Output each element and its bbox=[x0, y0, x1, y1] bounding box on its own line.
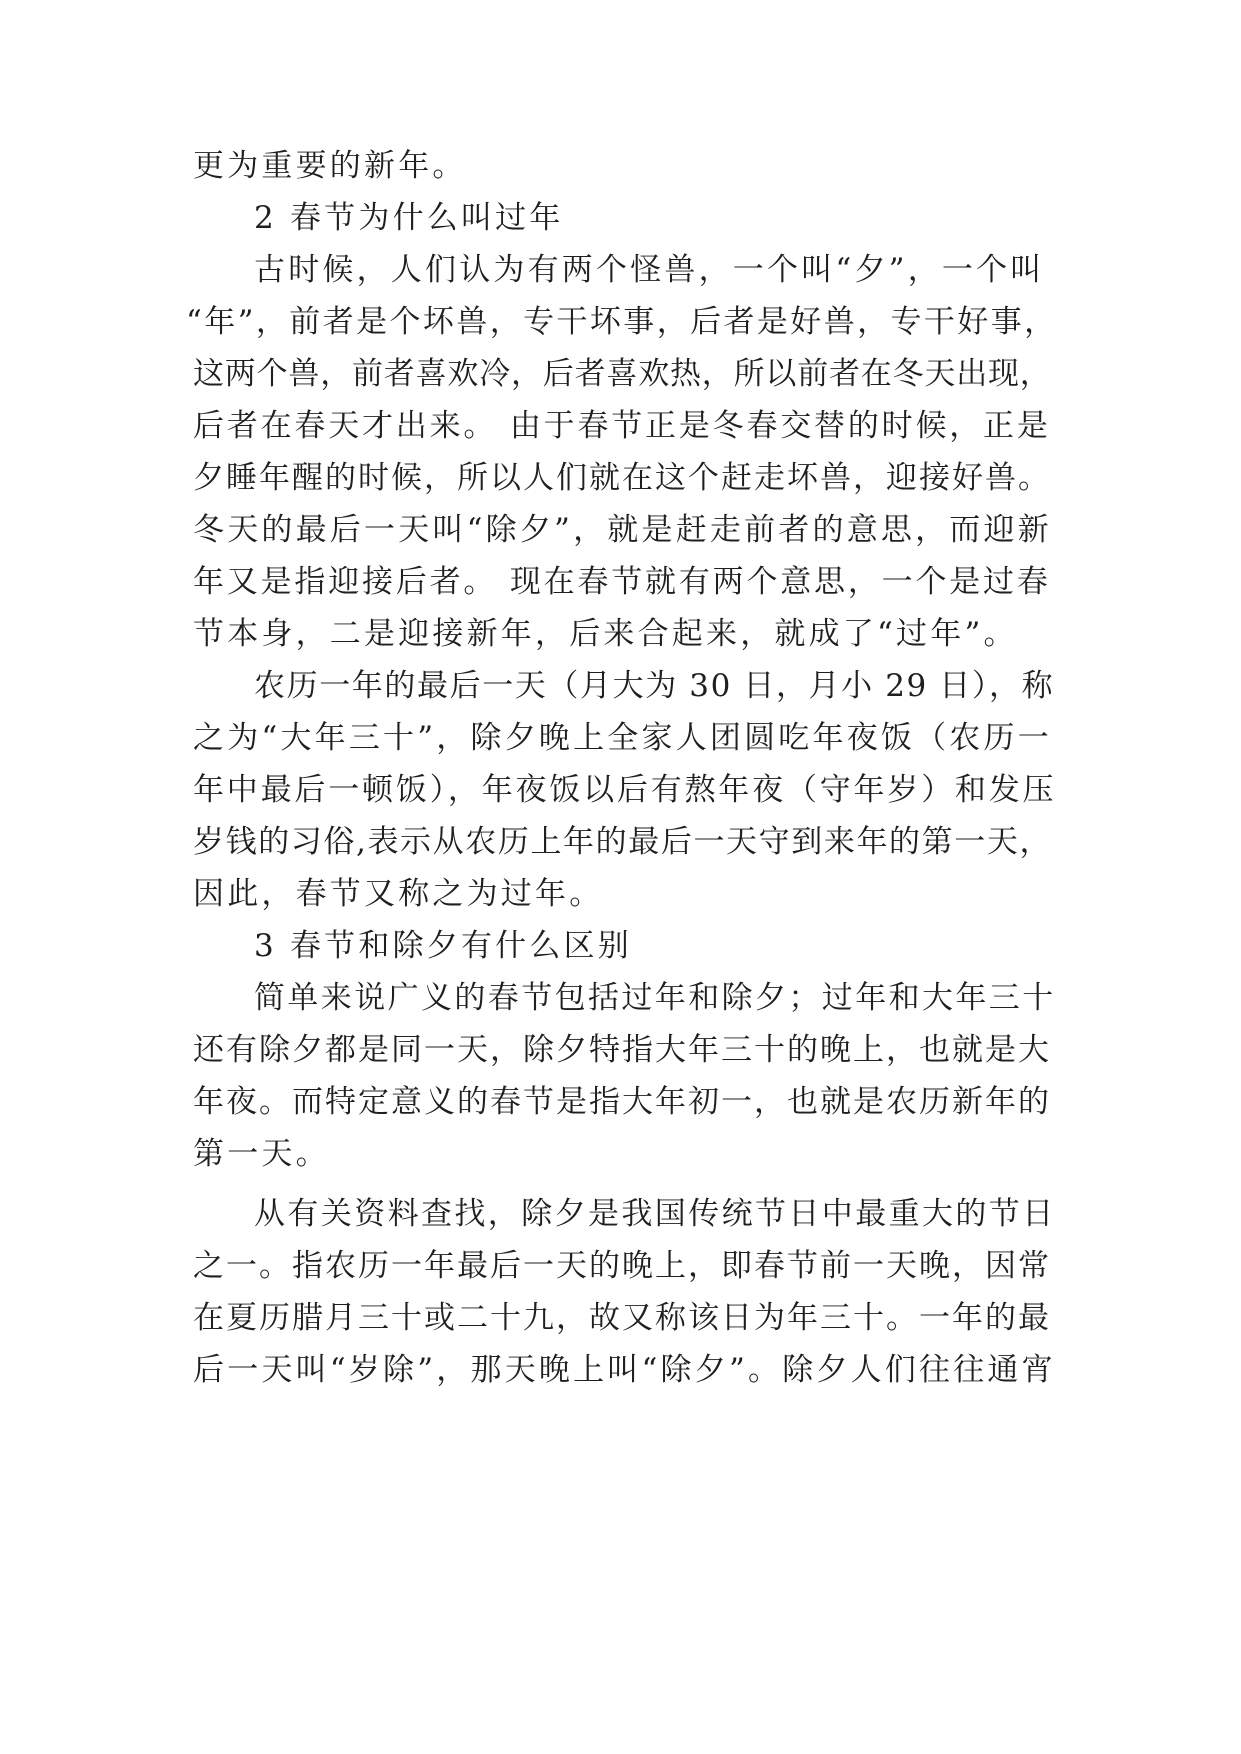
text-line: 夕睡年醒的时候，所以人们就在这个赶走坏兽，迎接好兽。 bbox=[193, 460, 1051, 496]
text-line: 年中最后一顿饭），年夜饭以后有熬年夜（守年岁）和发压 bbox=[193, 772, 1057, 808]
text-line: 更为重要的新年。 bbox=[193, 148, 467, 184]
text-line: 年夜。而特定意义的春节是指大年初一，也就是农历新年的 bbox=[193, 1084, 1051, 1120]
text-line: 因此，春节又称之为过年。 bbox=[193, 876, 604, 912]
text-line: 还有除夕都是同一天，除夕特指大年三十的晚上，也就是大 bbox=[193, 1032, 1051, 1068]
text-line: “年”，前者是个坏兽，专干坏事，后者是好兽，专干好事， bbox=[186, 304, 1058, 340]
text-line: 从有关资料查找，除夕是我国传统节日中最重大的节日 bbox=[254, 1196, 1056, 1232]
text-line: 简单来说广义的春节包括过年和除夕；过年和大年三十 bbox=[254, 980, 1056, 1016]
section-heading: 3 春节和除夕有什么区别 bbox=[254, 928, 632, 964]
text-line: 岁钱的习俗,表示从农历上年的最后一天守到来年的第一天， bbox=[193, 824, 1053, 860]
text-line: 农历一年的最后一天（月大为 30 日，月小 29 日），称 bbox=[254, 668, 1055, 704]
text-line: 第一天。 bbox=[193, 1136, 330, 1172]
text-line: 节本身，二是迎接新年，后来合起来，就成了“过年”。 bbox=[193, 616, 1018, 652]
section-heading: 2 春节为什么叫过年 bbox=[254, 200, 564, 236]
text-line: 后一天叫“岁除”，那天晚上叫“除夕”。除夕人们往往通宵 bbox=[193, 1352, 1056, 1388]
text-line: 这两个兽，前者喜欢冷，后者喜欢热，所以前者在冬天出现， bbox=[193, 356, 1052, 392]
text-line: 年又是指迎接后者。 现在春节就有两个意思，一个是过春 bbox=[193, 564, 1051, 600]
text-line: 冬天的最后一天叫“除夕”，就是赶走前者的意思，而迎新 bbox=[193, 512, 1052, 548]
text-line: 在夏历腊月三十或二十九，故又称该日为年三十。一年的最 bbox=[193, 1300, 1051, 1336]
text-line: 古时候，人们认为有两个怪兽，一个叫“夕”，一个叫 bbox=[254, 252, 1045, 288]
text-line: 后者在春天才出来。 由于春节正是冬春交替的时候，正是 bbox=[193, 408, 1051, 444]
text-line: 之为“大年三十”，除夕晚上全家人团圆吃年夜饭（农历一 bbox=[193, 720, 1052, 756]
text-line: 之一。指农历一年最后一天的晚上，即春节前一天晚，因常 bbox=[193, 1248, 1051, 1284]
